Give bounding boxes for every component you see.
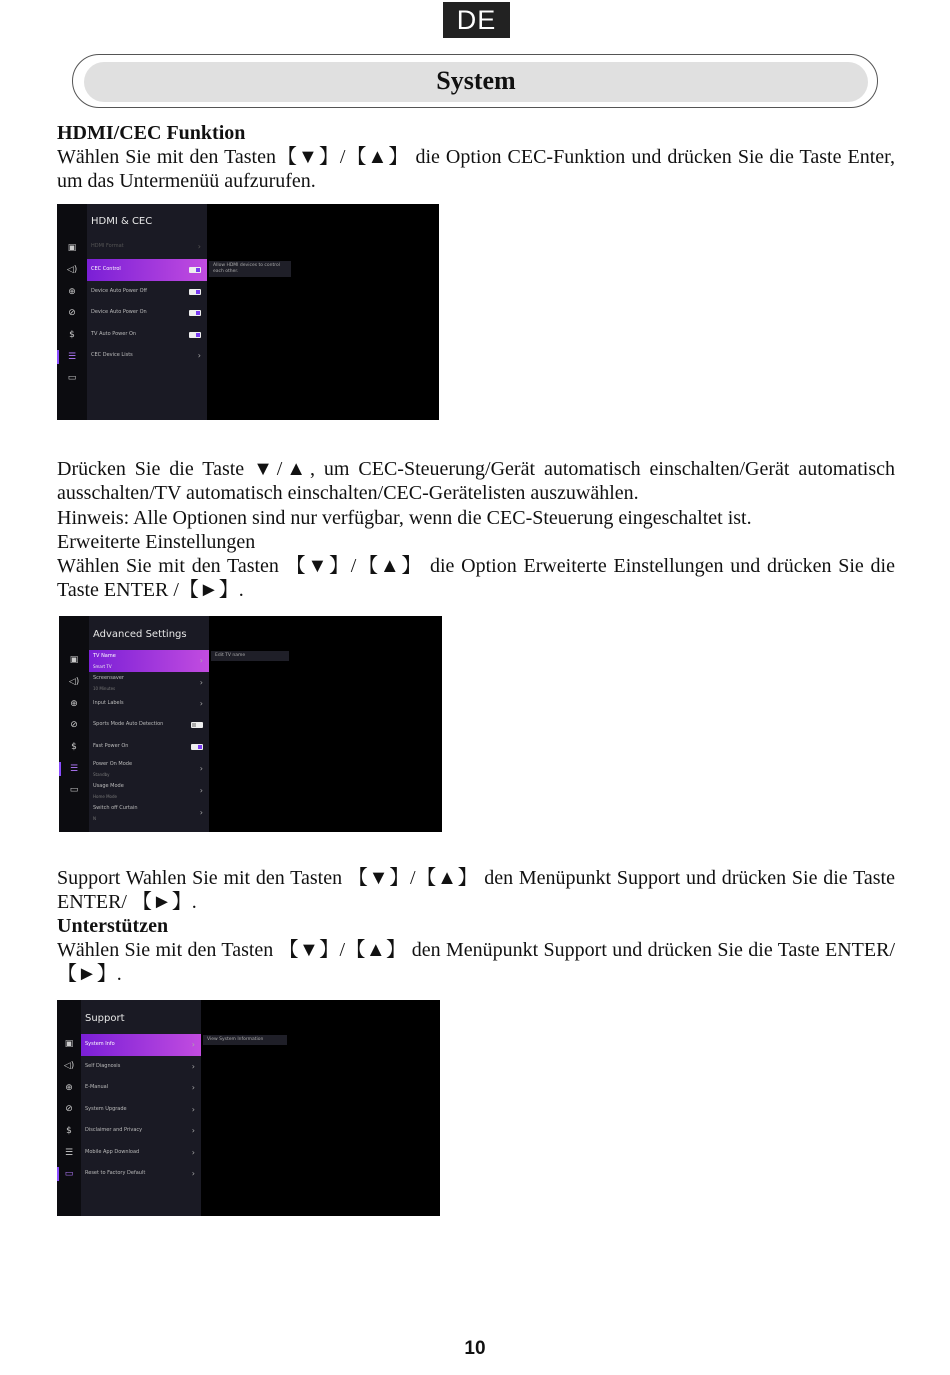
item-label: Device Auto Power Off bbox=[91, 288, 147, 294]
paragraph-support-intro: Support Wahlen Sie mit den Tasten 【▼】/【▲】 den Menüpunkt Support und drücken Sie die Taste ENTER/ 【►】. bbox=[57, 867, 895, 913]
paragraph-support: Wählen Sie mit den Tasten 【▼】/【▲】 den Menüpunkt Support und drücken Sie die Taste ENTER/ 【►】. bbox=[57, 939, 895, 985]
toggle-switch[interactable] bbox=[189, 332, 201, 338]
chevron-right-icon: › bbox=[191, 1062, 195, 1071]
list-item[interactable] bbox=[81, 1099, 201, 1121]
chevron-right-icon: › bbox=[197, 242, 201, 251]
item-value: N bbox=[93, 816, 96, 821]
selection-marker bbox=[59, 762, 61, 776]
list-item[interactable] bbox=[81, 1120, 201, 1142]
list-item[interactable] bbox=[89, 672, 209, 694]
item-label: Fast Power On bbox=[93, 743, 129, 749]
paragraph-note: Hinweis: Alle Optionen sind nur verfügbar, wenn die CEC-Steuerung eingeschaltet ist. bbox=[57, 507, 752, 529]
toggle-switch[interactable] bbox=[189, 289, 201, 295]
item-value: 10 Minutes bbox=[93, 686, 116, 691]
item-value: Home Mode bbox=[93, 794, 117, 799]
channel-icon: ⊘ bbox=[65, 1104, 73, 1114]
item-label: TV Auto Power On bbox=[91, 331, 137, 337]
list-item[interactable] bbox=[81, 1056, 201, 1078]
screenshot-support bbox=[57, 1000, 440, 1216]
network-icon: ⊕ bbox=[70, 699, 78, 709]
list-item[interactable] bbox=[89, 758, 209, 780]
support-icon: ▭ bbox=[69, 785, 79, 795]
parental-icon: $ bbox=[69, 330, 75, 340]
system-icon: ☰ bbox=[64, 1148, 74, 1158]
chevron-right-icon: › bbox=[199, 656, 203, 665]
item-label: Input Labels bbox=[93, 700, 124, 706]
picture-icon: ▣ bbox=[64, 1039, 74, 1049]
page-title: System bbox=[84, 62, 868, 102]
list-item[interactable] bbox=[87, 281, 207, 303]
item-value: Smart TV bbox=[93, 664, 112, 669]
item-label: HDMI Format bbox=[91, 243, 124, 249]
chevron-right-icon: › bbox=[199, 786, 203, 795]
list-item[interactable] bbox=[87, 345, 207, 367]
item-label: Self Diagnosis bbox=[85, 1063, 121, 1069]
chevron-right-icon: › bbox=[191, 1126, 195, 1135]
sound-icon: ◁) bbox=[68, 677, 80, 687]
item-label: Power On Mode bbox=[93, 761, 133, 767]
item-label: Switch off Curtain bbox=[93, 805, 138, 811]
list-item[interactable] bbox=[87, 302, 207, 324]
chevron-right-icon: › bbox=[191, 1040, 195, 1049]
chevron-right-icon: › bbox=[199, 764, 203, 773]
channel-icon: ⊘ bbox=[68, 308, 76, 318]
paragraph-advanced: Wählen Sie mit den Tasten 【▼】/【▲】 die Option Erweiterte Einstellungen und drücken Sie die Taste ENTER /【►】. bbox=[57, 555, 895, 601]
item-label: Sports Mode Auto Detection bbox=[93, 721, 164, 727]
item-label: System Info bbox=[85, 1041, 115, 1047]
heading-hdmi-cec: HDMI/CEC Funktion bbox=[57, 122, 246, 144]
picture-icon: ▣ bbox=[69, 655, 79, 665]
heading-support: Unterstützen bbox=[57, 915, 169, 937]
screenshot-advanced-settings bbox=[59, 616, 442, 832]
list-item[interactable] bbox=[89, 693, 209, 715]
list-item[interactable] bbox=[89, 714, 209, 736]
toggle-switch[interactable] bbox=[191, 744, 203, 750]
item-label: TV Name bbox=[93, 653, 116, 659]
paragraph-advanced-heading: Erweiterte Einstellungen bbox=[57, 531, 256, 553]
item-label: Screensaver bbox=[93, 675, 124, 681]
list-item[interactable] bbox=[87, 236, 207, 258]
item-label: CEC Control bbox=[91, 266, 121, 272]
list-item[interactable] bbox=[81, 1163, 201, 1185]
help-tooltip: View System Information bbox=[203, 1035, 287, 1045]
page-number: 10 bbox=[464, 1338, 486, 1359]
item-label: Reset to Factory Default bbox=[85, 1170, 146, 1176]
list-item[interactable] bbox=[89, 802, 209, 824]
chevron-right-icon: › bbox=[191, 1169, 195, 1178]
chevron-right-icon: › bbox=[191, 1083, 195, 1092]
system-icon: ☰ bbox=[69, 764, 79, 774]
chevron-right-icon: › bbox=[199, 678, 203, 687]
network-icon: ⊕ bbox=[65, 1083, 73, 1093]
parental-icon: $ bbox=[71, 742, 77, 752]
selection-marker bbox=[57, 1167, 59, 1181]
item-label: Mobile App Download bbox=[85, 1149, 140, 1155]
list-item[interactable] bbox=[81, 1034, 201, 1056]
toggle-switch[interactable] bbox=[189, 310, 201, 316]
channel-icon: ⊘ bbox=[70, 720, 78, 730]
list-item[interactable] bbox=[87, 259, 207, 281]
network-icon: ⊕ bbox=[68, 287, 76, 297]
chevron-right-icon: › bbox=[199, 699, 203, 708]
list-item[interactable] bbox=[89, 780, 209, 802]
item-label: Device Auto Power On bbox=[91, 309, 147, 315]
list-item[interactable] bbox=[89, 736, 209, 758]
item-label: Usage Mode bbox=[93, 783, 124, 789]
list-item[interactable] bbox=[81, 1077, 201, 1099]
list-item[interactable] bbox=[87, 324, 207, 346]
support-icon: ▭ bbox=[64, 1169, 74, 1179]
list-item[interactable] bbox=[89, 650, 209, 672]
chevron-right-icon: › bbox=[199, 808, 203, 817]
screenshot-hdmi-cec bbox=[57, 204, 439, 420]
chevron-right-icon: › bbox=[191, 1148, 195, 1157]
toggle-switch[interactable] bbox=[189, 267, 201, 273]
selection-marker bbox=[57, 350, 59, 364]
support-icon: ▭ bbox=[67, 373, 77, 383]
chevron-right-icon: › bbox=[197, 351, 201, 360]
language-badge: DE bbox=[443, 2, 510, 38]
item-label: E-Manual bbox=[85, 1084, 109, 1090]
menu-title: Advanced Settings bbox=[93, 629, 187, 640]
item-label: Disclaimer and Privacy bbox=[85, 1127, 143, 1133]
menu-title: Support bbox=[85, 1013, 125, 1024]
toggle-switch[interactable] bbox=[191, 722, 203, 728]
paragraph-cec-options: Drücken Sie die Taste ▼/▲, um CEC-Steuerung/Gerät automatisch einschalten/Gerät automatisch ausschalten/TV automatisch einschalten/CEC-Gerätelisten auszuwählen. bbox=[57, 458, 895, 504]
list-item[interactable] bbox=[81, 1142, 201, 1164]
picture-icon: ▣ bbox=[67, 243, 77, 253]
paragraph-hdmi-cec: Wählen Sie mit den Tasten【▼】/【▲】 die Option CEC-Funktion und drücken Sie die Taste Enter, um das Untermenüü aufzurufen. bbox=[57, 146, 895, 192]
sound-icon: ◁) bbox=[66, 265, 78, 275]
item-label: CEC Device Lists bbox=[91, 352, 133, 358]
sound-icon: ◁) bbox=[63, 1061, 75, 1071]
chevron-right-icon: › bbox=[191, 1105, 195, 1114]
item-value: Standby bbox=[93, 772, 110, 777]
menu-title: HDMI & CEC bbox=[91, 216, 153, 227]
item-label: System Upgrade bbox=[85, 1106, 127, 1112]
system-icon: ☰ bbox=[67, 352, 77, 362]
help-tooltip: Allow HDMI devices to control each other. bbox=[209, 261, 291, 277]
parental-icon: $ bbox=[66, 1126, 72, 1136]
help-tooltip: Edit TV name bbox=[211, 651, 289, 661]
